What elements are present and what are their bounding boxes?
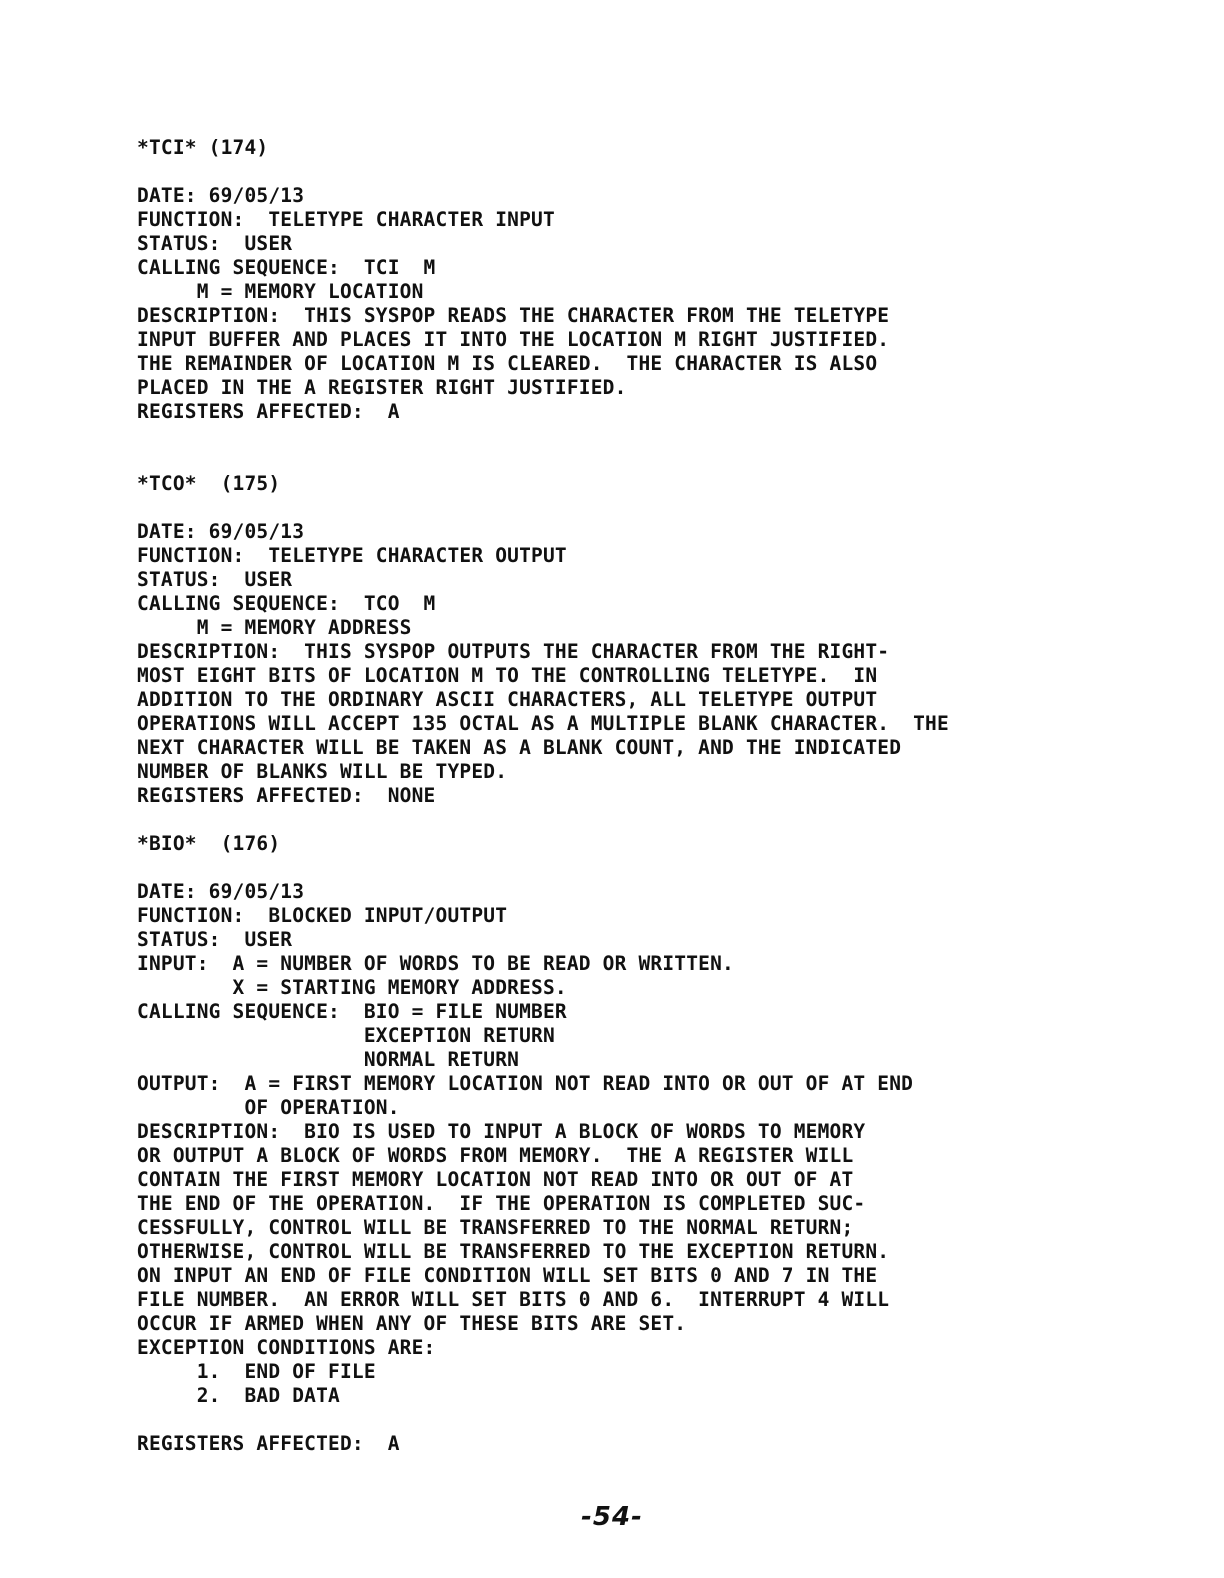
- tci-description-line: DESCRIPTION: THIS SYSPOP READS THE CHARACTER FROM THE TELETYPE: [137, 304, 890, 327]
- tco-description-line: DESCRIPTION: THIS SYSPOP OUTPUTS THE CHARACTER FROM THE RIGHT-: [137, 640, 890, 663]
- bio-exception-item: 1. END OF FILE: [137, 1360, 376, 1383]
- bio-description-line: DESCRIPTION: BIO IS USED TO INPUT A BLOCK OF WORDS TO MEMORY: [137, 1120, 866, 1143]
- bio-description-line: THE END OF THE OPERATION. IF THE OPERATION IS COMPLETED SUC-: [137, 1192, 866, 1215]
- tci-date: DATE: 69/05/13: [137, 184, 305, 207]
- tco-date: DATE: 69/05/13: [137, 520, 305, 543]
- bio-input: INPUT: A = NUMBER OF WORDS TO BE READ OR WRITTEN.: [137, 952, 734, 975]
- section-header-tco: *TCO* (175): [137, 472, 281, 495]
- section-header-tci: *TCI* (174): [137, 136, 269, 159]
- bio-registers-affected: REGISTERS AFFECTED: A: [137, 1432, 400, 1455]
- document-page: [137, 136, 1137, 1456]
- bio-date: DATE: 69/05/13: [137, 880, 305, 903]
- tco-status: STATUS: USER: [137, 568, 293, 591]
- bio-status: STATUS: USER: [137, 928, 293, 951]
- tci-registers-affected: REGISTERS AFFECTED: A: [137, 400, 400, 423]
- tco-operand-note: M = MEMORY ADDRESS: [137, 616, 412, 639]
- tco-function: FUNCTION: TELETYPE CHARACTER OUTPUT: [137, 544, 567, 567]
- tco-description-line: ADDITION TO THE ORDINARY ASCII CHARACTERS, ALL TELETYPE OUTPUT: [137, 688, 878, 711]
- tco-calling-sequence: CALLING SEQUENCE: TCO M: [137, 592, 436, 615]
- bio-description-line: FILE NUMBER. AN ERROR WILL SET BITS 0 AND 6. INTERRUPT 4 WILL: [137, 1288, 890, 1311]
- tci-description-line: INPUT BUFFER AND PLACES IT INTO THE LOCATION M RIGHT JUSTIFIED.: [137, 328, 890, 351]
- bio-function: FUNCTION: BLOCKED INPUT/OUTPUT: [137, 904, 508, 927]
- bio-output: OF OPERATION.: [137, 1096, 400, 1119]
- section-header-bio: *BIO* (176): [137, 832, 281, 855]
- bio-description-line: CESSFULLY, CONTROL WILL BE TRANSFERRED TO THE NORMAL RETURN;: [137, 1216, 854, 1239]
- bio-calling-sequence: CALLING SEQUENCE: BIO = FILE NUMBER: [137, 1000, 567, 1023]
- bio-calling-sequence: EXCEPTION RETURN: [137, 1024, 555, 1047]
- tci-calling-sequence: CALLING SEQUENCE: TCI M: [137, 256, 436, 279]
- tco-description-line: OPERATIONS WILL ACCEPT 135 OCTAL AS A MULTIPLE BLANK CHARACTER. THE: [137, 712, 949, 735]
- bio-description-line: ON INPUT AN END OF FILE CONDITION WILL SET BITS 0 AND 7 IN THE: [137, 1264, 878, 1287]
- tco-description-line: NEXT CHARACTER WILL BE TAKEN AS A BLANK COUNT, AND THE INDICATED: [137, 736, 902, 759]
- tci-status: STATUS: USER: [137, 232, 293, 255]
- bio-input: X = STARTING MEMORY ADDRESS.: [137, 976, 567, 999]
- bio-description-line: OCCUR IF ARMED WHEN ANY OF THESE BITS ARE SET.: [137, 1312, 687, 1335]
- tco-registers-affected: REGISTERS AFFECTED: NONE: [137, 784, 436, 807]
- bio-exception-conditions: EXCEPTION CONDITIONS ARE:: [137, 1336, 436, 1359]
- tci-operand-note: M = MEMORY LOCATION: [137, 280, 424, 303]
- bio-description-line: OR OUTPUT A BLOCK OF WORDS FROM MEMORY. THE A REGISTER WILL: [137, 1144, 854, 1167]
- tci-function: FUNCTION: TELETYPE CHARACTER INPUT: [137, 208, 555, 231]
- bio-description-line: OTHERWISE, CONTROL WILL BE TRANSFERRED TO THE EXCEPTION RETURN.: [137, 1240, 890, 1263]
- tci-description-line: PLACED IN THE A REGISTER RIGHT JUSTIFIED.: [137, 376, 627, 399]
- bio-calling-sequence: NORMAL RETURN: [137, 1048, 520, 1071]
- tco-description-line: MOST EIGHT BITS OF LOCATION M TO THE CONTROLLING TELETYPE. IN: [137, 664, 878, 687]
- bio-description-line: CONTAIN THE FIRST MEMORY LOCATION NOT READ INTO OR OUT OF AT: [137, 1168, 854, 1191]
- bio-output: OUTPUT: A = FIRST MEMORY LOCATION NOT READ INTO OR OUT OF AT END: [137, 1072, 914, 1095]
- tco-description-line: NUMBER OF BLANKS WILL BE TYPED.: [137, 760, 508, 783]
- tci-description-line: THE REMAINDER OF LOCATION M IS CLEARED. THE CHARACTER IS ALSO: [137, 352, 878, 375]
- bio-exception-item: 2. BAD DATA: [137, 1384, 340, 1407]
- page-number: -54-: [581, 1502, 643, 1532]
